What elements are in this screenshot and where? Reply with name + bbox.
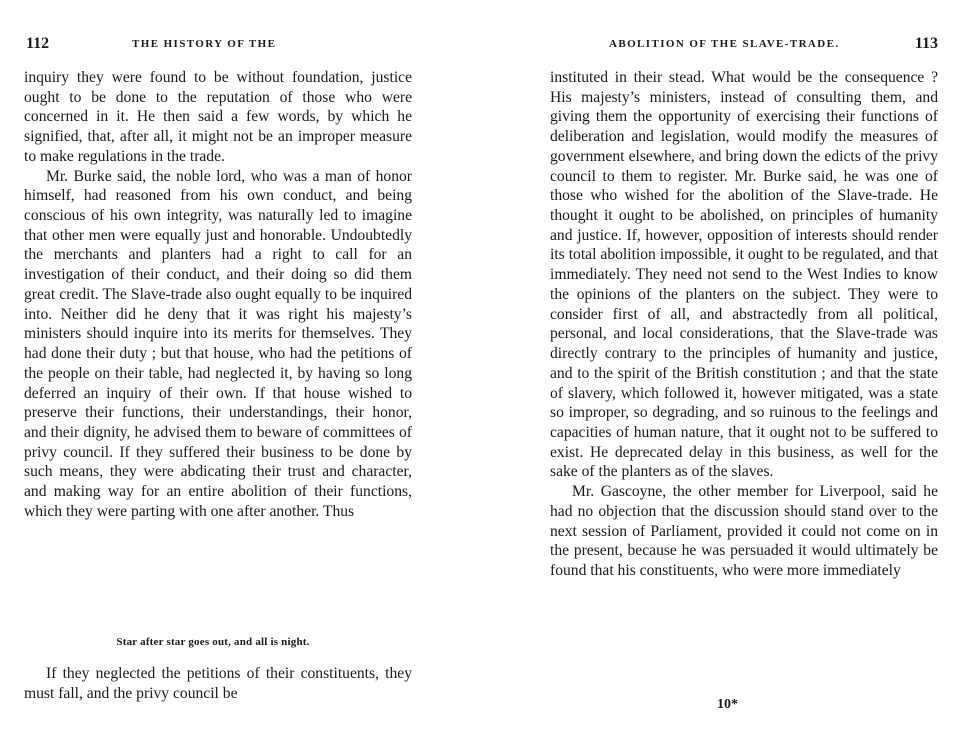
- right-paragraph-2: Mr. Gascoyne, the other member for Liverpool, said he had no objection that the discussion should stand over to the next session of Parliament, provided it could not come on in the present, because he was persuaded it would ultimately be found that his constituents, who were more immediately: [550, 483, 938, 579]
- right-body-text: [550, 68, 938, 581]
- left-running-head: [26, 35, 412, 60]
- left-paragraph-1: inquiry they were found to be without foundation, justice ought to be done to the reputation of those who were concerned in it. He then said a few words, by which he signified, that, after all, it might not be an improper measure to make regulations in the trade.: [24, 69, 412, 165]
- left-paragraph-2: Mr. Burke said, the noble lord, who was a man of honor himself, had reasoned from his own conduct, and being conscious of his own integrity, was naturally led to imagine that other men were equally just and honorable. Undoubtedly the merchants and planters had a right to call for an investigation of their conduct, and their doing so did them great credit. The Slave-trade also ought equally to be inquired into. Neither did he deny that it was right his majesty’s ministers should inquire into its merits for themselves. They had done their duty ; but that house, who had the petitions of the people on their table, had neglected it, by having so long deferred an inquiry of their own. If that house wished to preserve their functions, their understandings, their honor, and their dignity, he advised them to beware of committees of privy council. If they suffered their business to be done by such means, they were abdicating their trust and character, and making way for an entire abolition of their functions, which they were parting with one after another. Thus: [24, 167, 412, 520]
- left-body-text: [24, 68, 412, 522]
- left-page-number: 112: [26, 35, 50, 52]
- right-running-head: [550, 35, 938, 60]
- right-page: [490, 0, 980, 754]
- right-paragraph-1: instituted in their stead. What would be the consequence ? His majesty’s ministers, instead of consulting them, and giving them the opportunity of exercising their functions of deliberation and legislation, would modify the measures of government elsewhere, and bring down the edicts of the privy council to them to register. Mr. Burke said, he was one of those who wished for the abolition of the Slave-trade. He thought it ought to be abolished, on principles of humanity and justice. If, however, opposition of interests should render its total abolition impossible, it ought to be regulated, and that immediately. They need not send to the West Indies to know the opinions of the planters on the subject. They were to consider first of all, and abstractedly from all political, personal, and local considerations, that the Slave-trade was directly contrary to the principles of humanity and justice, and to the spirit of the British constitution ; and that the state of slavery, which followed it, however mitigated, was a state so improper, so degrading, and so ruinous to the feelings and capacities of human nature, that it ought not to be suffered to exist. He deprecated delay in this business, as well for the sake of the planters as of the slaves.: [550, 69, 938, 481]
- right-running-title: ABOLITION OF THE SLAVE-TRADE.: [609, 38, 840, 50]
- left-paragraph-3: If they neglected the petitions of their constituents, they must fall, and the privy council be: [24, 665, 412, 702]
- signature-mark: 10*: [717, 697, 738, 712]
- verse-quotation: Star after star goes out, and all is night.: [116, 636, 310, 648]
- left-running-title: THE HISTORY OF THE: [132, 38, 277, 50]
- left-body-text-continued: [24, 664, 412, 703]
- right-page-number: 113: [914, 35, 938, 52]
